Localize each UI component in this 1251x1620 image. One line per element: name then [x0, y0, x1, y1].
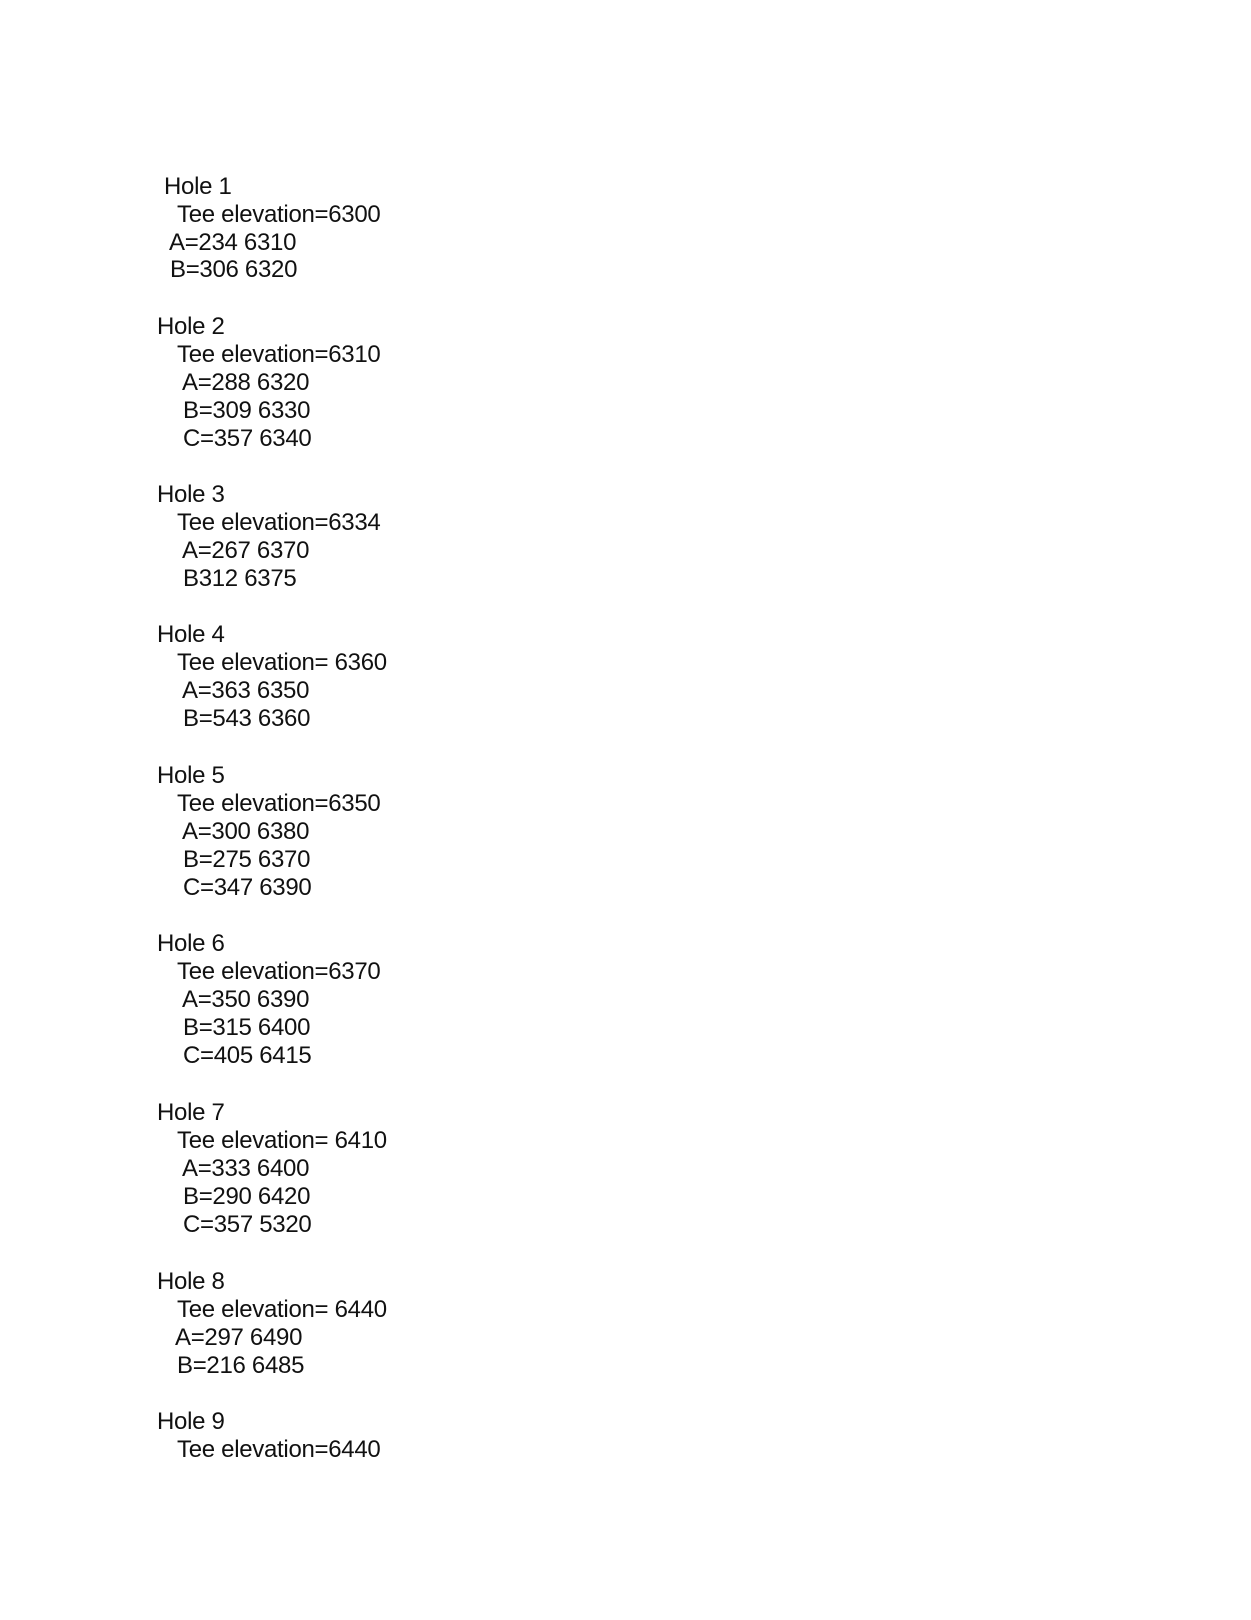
hole-7-target-b: B=290 6420 [183, 1183, 311, 1210]
hole-9-tee-elevation: Tee elevation=6440 [177, 1436, 381, 1463]
hole-4-target-b: B=543 6360 [183, 705, 311, 732]
hole-8-target-b: B=216 6485 [177, 1352, 305, 1379]
hole-5-target-c: C=347 6390 [183, 874, 312, 901]
hole-1-tee-elevation: Tee elevation=6300 [177, 201, 381, 228]
hole-8-title: Hole 8 [157, 1268, 225, 1295]
hole-4-title: Hole 4 [157, 621, 225, 648]
hole-3-tee-elevation: Tee elevation=6334 [177, 509, 381, 536]
hole-2-title: Hole 2 [157, 313, 225, 340]
hole-6-tee-elevation: Tee elevation=6370 [177, 958, 381, 985]
hole-8-target-a: A=297 6490 [175, 1324, 303, 1351]
hole-1-title: Hole 1 [164, 173, 232, 200]
hole-7-target-c: C=357 5320 [183, 1211, 312, 1238]
hole-2-tee-elevation: Tee elevation=6310 [177, 341, 381, 368]
hole-3-target-a: A=267 6370 [182, 537, 310, 564]
hole-6-title: Hole 6 [157, 930, 225, 957]
hole-2-target-a: A=288 6320 [182, 369, 310, 396]
hole-3-target-b: B312 6375 [183, 565, 297, 592]
hole-5-target-b: B=275 6370 [183, 846, 311, 873]
hole-6-target-a: A=350 6390 [182, 986, 310, 1013]
hole-7-target-a: A=333 6400 [182, 1155, 310, 1182]
hole-5-title: Hole 5 [157, 762, 225, 789]
hole-2-target-b: B=309 6330 [183, 397, 311, 424]
hole-9-title: Hole 9 [157, 1408, 225, 1435]
hole-4-tee-elevation: Tee elevation= 6360 [177, 649, 387, 676]
hole-1-target-a: A=234 6310 [169, 229, 297, 256]
hole-5-tee-elevation: Tee elevation=6350 [177, 790, 381, 817]
hole-7-tee-elevation: Tee elevation= 6410 [177, 1127, 387, 1154]
hole-4-target-a: A=363 6350 [182, 677, 310, 704]
hole-6-target-b: B=315 6400 [183, 1014, 311, 1041]
hole-6-target-c: C=405 6415 [183, 1042, 312, 1069]
hole-5-target-a: A=300 6380 [182, 818, 310, 845]
hole-1-target-b: B=306 6320 [170, 256, 298, 283]
hole-3-title: Hole 3 [157, 481, 225, 508]
hole-8-tee-elevation: Tee elevation= 6440 [177, 1296, 387, 1323]
hole-2-target-c: C=357 6340 [183, 425, 312, 452]
hole-7-title: Hole 7 [157, 1099, 225, 1126]
